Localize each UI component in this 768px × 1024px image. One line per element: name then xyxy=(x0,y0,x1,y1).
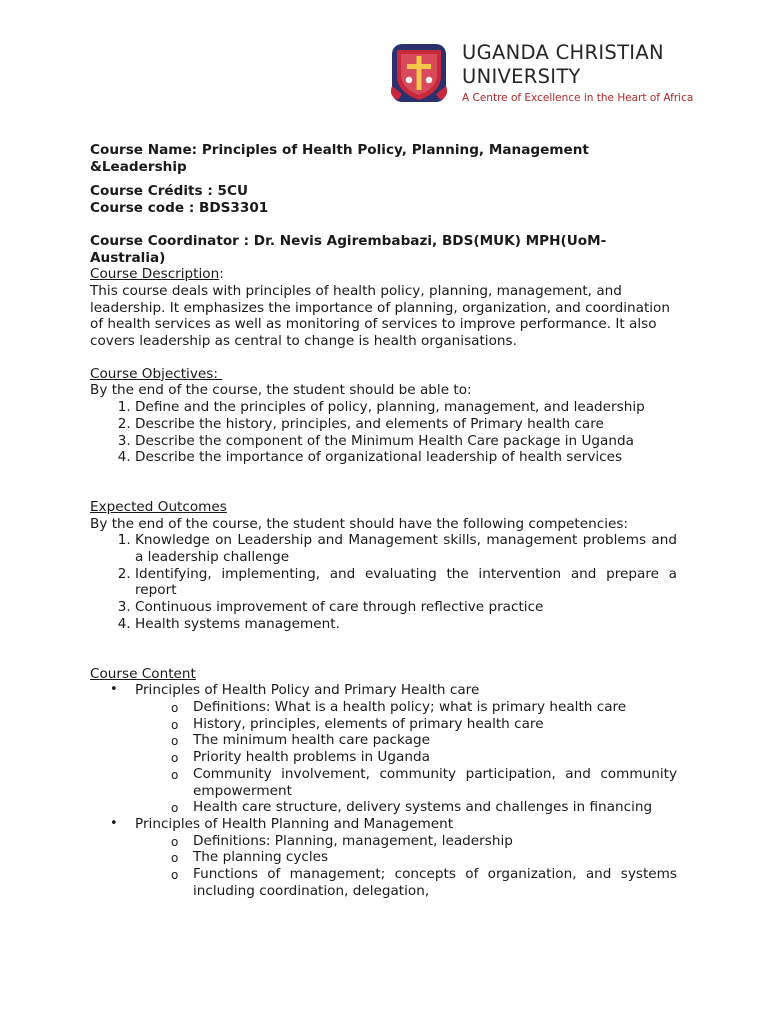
course-coordinator: Course Coordinator : Dr. Nevis Agirembabazi, BDS(MUK) MPH(UoM-Australia) xyxy=(90,232,607,266)
content-subitem: o Functions of management; concepts of organization, and systems including coordination, delegation, xyxy=(171,866,677,899)
content-heading: Course Content xyxy=(90,665,196,682)
circle-bullet-icon: o xyxy=(171,834,179,849)
university-seal-logo xyxy=(388,42,450,104)
circle-bullet-icon: o xyxy=(171,700,179,715)
objectives-intro: By the end of the course, the student should be able to: xyxy=(90,382,472,399)
course-credits: Course Crédits : 5CU xyxy=(90,183,248,200)
content-subitem: o The planning cycles xyxy=(171,849,329,866)
circle-bullet-icon: o xyxy=(171,767,179,782)
course-name: Course Name: Principles of Health Policy, Planning, Management &Leadership xyxy=(90,142,589,175)
outcome-item: 3. Continuous improvement of care through reflective practice xyxy=(135,599,677,616)
content-section-title: Principles of Health Planning and Management xyxy=(135,815,454,832)
content-subitem: o The minimum health care package xyxy=(171,732,430,749)
course-code: Course code : BDS3301 xyxy=(90,200,269,217)
content-sublist xyxy=(135,833,677,900)
circle-bullet-icon: o xyxy=(171,801,179,816)
university-tagline: A Centre of Excellence in the Heart of Africa xyxy=(462,92,694,104)
university-header xyxy=(388,40,708,108)
content-section xyxy=(90,816,677,900)
content-section-title: Principles of Health Policy and Primary Health care xyxy=(135,682,480,699)
circle-bullet-icon: o xyxy=(171,868,179,883)
content-subitem: o History, principles, elements of primary health care xyxy=(171,715,544,732)
description-heading: Course Description xyxy=(90,266,220,283)
objective-item: 2. Describe the history, principles, and elements of Primary health care xyxy=(135,416,677,433)
description-heading-line xyxy=(90,266,677,283)
outcomes-intro: By the end of the course, the student should have the following competencies: xyxy=(90,515,629,532)
outcome-item: 4. Health systems management. xyxy=(135,616,677,633)
objective-item: 1. Define and the principles of policy, planning, management, and leadership xyxy=(135,399,677,416)
content-list xyxy=(90,682,677,899)
bullet-icon: • xyxy=(110,815,118,831)
content-subitem: o Definitions: What is a health policy; what is primary health care xyxy=(171,698,627,715)
outcomes-list xyxy=(90,532,677,632)
content-subitem: o Priority health problems in Uganda xyxy=(171,749,430,766)
description-heading-suffix: : xyxy=(219,266,224,283)
bullet-icon: • xyxy=(110,682,118,698)
outcome-item: 1. Knowledge on Leadership and Management skills, management problems and a leadership challenge xyxy=(135,532,677,565)
objectives-heading: Course Objectives: xyxy=(90,365,223,382)
circle-bullet-icon: o xyxy=(171,717,179,732)
circle-bullet-icon: o xyxy=(171,734,179,749)
description-text: This course deals with principles of health policy, planning, management, and leadership. It emphasizes the importance of planning, organization, and coordination of health services as well as monitoring of services to improve performance. It also covers leadership as central to change is health organisations. xyxy=(90,282,670,350)
university-name-line1: UGANDA CHRISTIAN xyxy=(462,41,664,64)
content-section xyxy=(90,682,677,816)
content-subitem: o Definitions: Planning, management, leadership xyxy=(171,832,513,849)
outcome-item: 2. Identifying, implementing, and evaluating the intervention and prepare a report xyxy=(135,566,677,599)
circle-bullet-icon: o xyxy=(171,751,179,766)
university-name-line2: UNIVERSITY xyxy=(462,65,581,88)
objectives-list xyxy=(90,399,677,466)
content-subitem: o Health care structure, delivery systems and challenges in financing xyxy=(171,799,653,816)
circle-bullet-icon: o xyxy=(171,851,179,866)
content-subitem: o Community involvement, community participation, and community empowerment xyxy=(171,765,677,799)
objective-item: 3. Describe the component of the Minimum Health Care package in Uganda xyxy=(135,433,677,450)
course-document xyxy=(90,142,677,899)
content-sublist xyxy=(135,699,677,816)
objective-item: 4. Describe the importance of organizational leadership of health services xyxy=(135,449,677,466)
outcomes-heading: Expected Outcomes xyxy=(90,498,227,515)
